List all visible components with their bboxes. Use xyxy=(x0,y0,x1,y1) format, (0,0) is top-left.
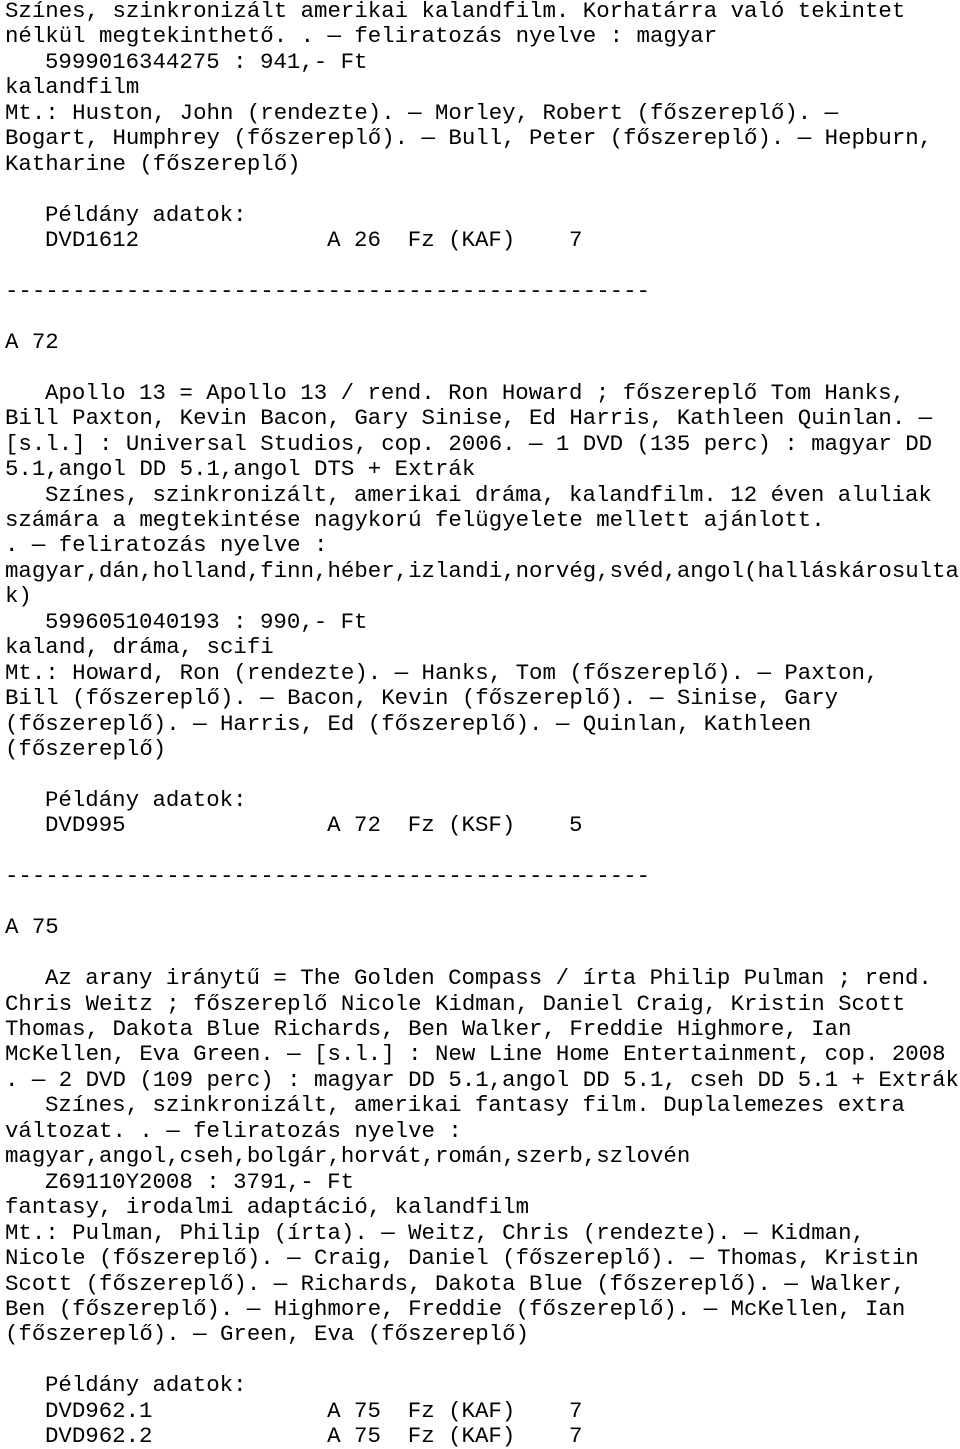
catalog-line: Ben (főszereplő). — Highmore, Freddie (főszereplő). — McKellen, Ian xyxy=(5,1295,906,1322)
catalog-line: Katharine (főszereplő) xyxy=(5,150,301,177)
copy-data-heading: Példány adatok: xyxy=(45,201,247,228)
catalog-line: Színes, szinkronizált, amerikai dráma, kalandfilm. 12 éven aluliak xyxy=(45,481,932,508)
catalog-line: McKellen, Eva Green. — [s.l.] : New Line Home Entertainment, cop. 2008 xyxy=(5,1041,946,1068)
catalog-line: 5996051040193 : 990,- Ft xyxy=(45,608,368,635)
catalog-line: Thomas, Dakota Blue Richards, Ben Walker, Freddie Highmore, Ian xyxy=(5,1016,852,1042)
catalog-line: k) xyxy=(5,583,32,610)
catalog-line: kaland, dráma, scifi xyxy=(5,634,274,661)
copy-data-heading: Példány adatok: xyxy=(45,1372,247,1399)
record-separator: ------------------------------------------------ xyxy=(5,277,650,304)
catalog-line: számára a megtekintése nagykorú felügyelete mellett ajánlott. xyxy=(5,507,825,533)
copy-data-row: DVD962.2 A 75 Fz (KAF) 7 xyxy=(45,1423,583,1449)
catalog-line: fantasy, irodalmi adaptáció, kalandfilm xyxy=(5,1194,530,1221)
shelf-code: A 72 xyxy=(5,328,59,355)
catalog-line: nélkül megtekinthető. . — feliratozás nyelve : magyar xyxy=(5,23,718,50)
catalog-line: 5.1,angol DD 5.1,angol DTS + Extrák xyxy=(5,456,476,483)
catalog-line: Színes, szinkronizált amerikai kalandfilm. Korhatárra való tekintet xyxy=(5,0,906,24)
catalog-line: Mt.: Huston, John (rendezte). — Morley, Robert (főszereplő). — xyxy=(5,99,839,126)
catalog-line: Bill Paxton, Kevin Bacon, Gary Sinise, Ed Harris, Kathleen Quinlan. — xyxy=(5,405,933,432)
catalog-line: Nicole (főszereplő). — Craig, Daniel (főszereplő). — Thomas, Kristin xyxy=(5,1245,919,1272)
catalog-line: Chris Weitz ; főszereplő Nicole Kidman, Daniel Craig, Kristin Scott xyxy=(5,990,906,1017)
catalog-line: . — feliratozás nyelve : xyxy=(5,532,328,559)
catalog-line: Apollo 13 = Apollo 13 / rend. Ron Howard ; főszereplő Tom Hanks, xyxy=(45,379,905,406)
catalog-line: Színes, szinkronizált, amerikai fantasy film. Duplalemezes extra xyxy=(45,1092,905,1119)
catalog-line: változat. . — feliratozás nyelve : xyxy=(5,1117,462,1144)
copy-data-row: DVD962.1 A 75 Fz (KAF) 7 xyxy=(45,1397,583,1424)
catalog-line: Bogart, Humphrey (főszereplő). — Bull, Peter (főszereplő). — Hepburn, xyxy=(5,125,933,152)
shelf-code: A 75 xyxy=(5,914,59,941)
catalog-line: magyar,dán,holland,finn,héber,izlandi,norvég,svéd,angol(halláskárosulta xyxy=(5,557,959,584)
record-separator: ------------------------------------------------ xyxy=(5,863,650,890)
catalog-line: (főszereplő) xyxy=(5,736,167,763)
catalog-line: 5999016344275 : 941,- Ft xyxy=(45,48,368,75)
catalog-line: Scott (főszereplő). — Richards, Dakota Blue (főszereplő). — Walker, xyxy=(5,1270,906,1297)
catalog-line: Z69110Y2008 : 3791,- Ft xyxy=(45,1168,355,1195)
catalog-line: [s.l.] : Universal Studios, cop. 2006. — 1 DVD (135 perc) : magyar DD xyxy=(5,430,933,457)
catalog-line: (főszereplő). — Harris, Ed (főszereplő). — Quinlan, Kathleen xyxy=(5,710,812,737)
catalog-line: magyar,angol,cseh,bolgár,horvát,román,szerb,szlovén xyxy=(5,1143,691,1170)
catalog-line: . — 2 DVD (109 perc) : magyar DD 5.1,angol DD 5.1, cseh DD 5.1 + Extrák xyxy=(5,1066,959,1093)
copy-data-heading: Példány adatok: xyxy=(45,786,247,813)
catalog-line: Mt.: Pulman, Philip (írta). — Weitz, Chris (rendezte). — Kidman, xyxy=(5,1219,865,1246)
catalog-line: Bill (főszereplő). — Bacon, Kevin (főszereplő). — Sinise, Gary xyxy=(5,685,839,712)
catalog-line: Mt.: Howard, Ron (rendezte). — Hanks, Tom (főszereplő). — Paxton, xyxy=(5,659,879,686)
catalog-line: (főszereplő). — Green, Eva (főszereplő) xyxy=(5,1321,530,1348)
copy-data-row: DVD995 A 72 Fz (KSF) 5 xyxy=(45,812,583,839)
catalog-line: kalandfilm xyxy=(5,74,140,101)
catalog-line: Az arany iránytű = The Golden Compass / írta Philip Pulman ; rend. xyxy=(45,965,932,992)
copy-data-row: DVD1612 A 26 Fz (KAF) 7 xyxy=(45,227,583,254)
